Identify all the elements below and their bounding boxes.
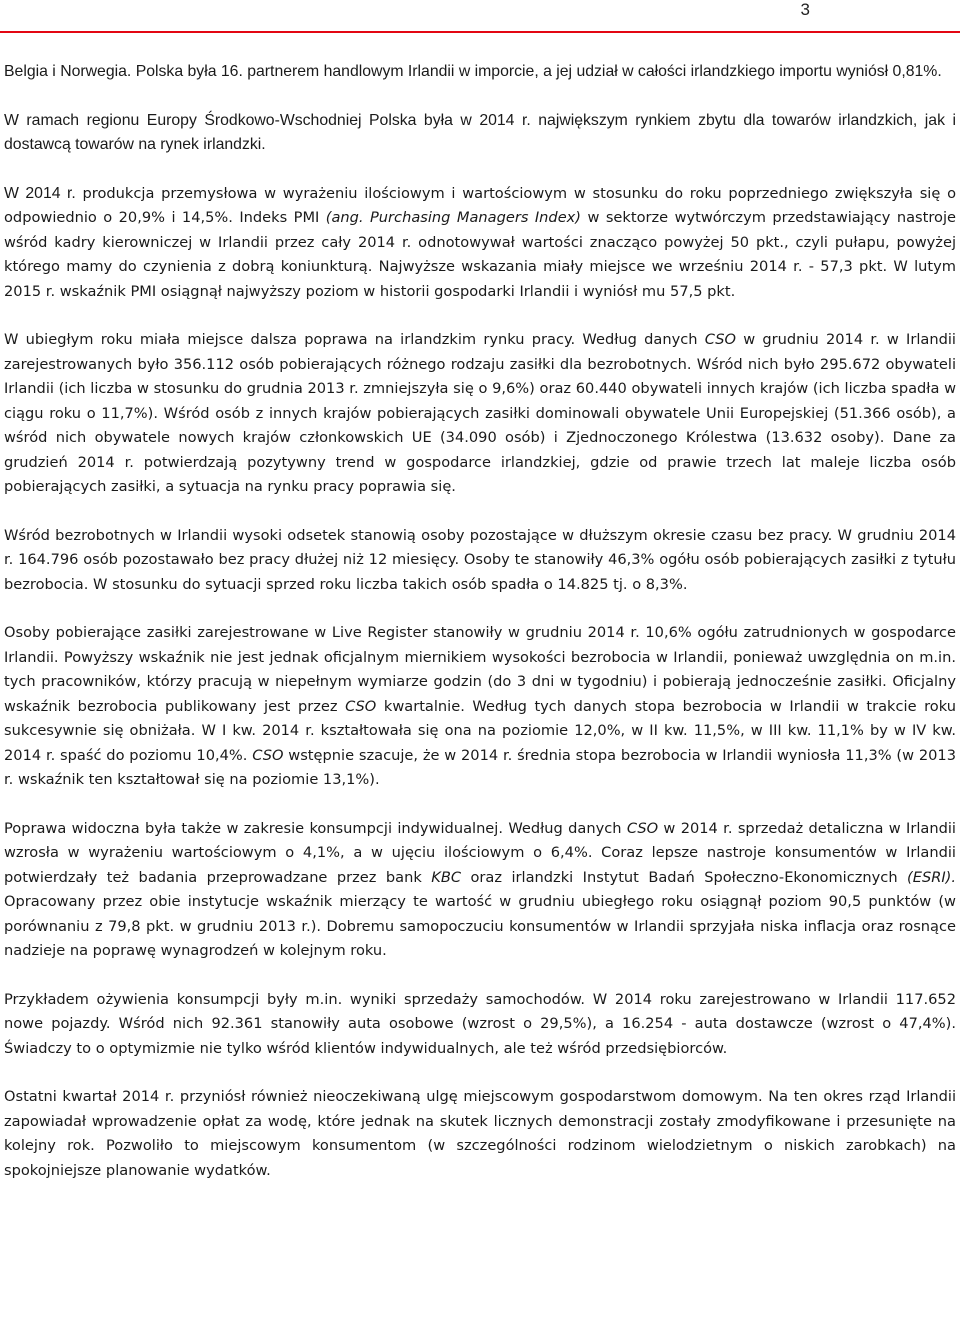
text-segment: W ramach regionu Europy Środkowo-Wschodniej Polska była w 2014 r. największym rynkiem zbytu dla towarów irlandzkich, jak i dostawcą towarów na rynek irlandzki. bbox=[4, 111, 956, 153]
text-segment: kwartalnie. Według tych danych stopa bezrobocia w Irlandii w trakcie roku sukcesywnie się obniżała. W I kw. 2014 r. kształtowała się ona na poziomie 12,0%, w II kw. 11,5%, w III kw. 11,1% by w IV kw. 2014 r. spaść do poziomu 10,4%. bbox=[4, 697, 956, 764]
paragraph-consumption bbox=[4, 817, 956, 964]
italic-text-segment: KBC bbox=[431, 868, 462, 886]
text-segment: Osoby pobierające zasiłki zarejestrowane w Live Register stanowiły w grudniu 2014 r. 10,6% ogółu zatrudnionych w gospodarce Irlandii. Powyższy wskaźnik nie jest jednak oficjalnym miernikiem wysokości bezrobocia w Irlandii, ponieważ uwzględnia on m.in. tych pracowników, którzy pracują w niepełnym wymiarze godzin (do 3 dni w tygodniu) i pobierają jednocześnie zasiłki. Oficjalny wskaźnik bezrobocia publikowany jest przez bbox=[4, 624, 956, 715]
text-segment: Wśród bezrobotnych w Irlandii wysoki odsetek stanowią osoby pozostające w dłuższym okresie czasu bez pracy. W grudniu 2014 r. 164.796 osób pozostawało bez pracy dłużej niż 12 miesięcy. Osoby te stanowiły 46,3% ogółu osób pobierających zasiłki z tytułu bezrobocia. W stosunku do sytuacji sprzed roku liczba takich osób spadła o 14.825 tj. o 8,3%. bbox=[4, 526, 956, 593]
paragraph-long-term-unemployed bbox=[4, 524, 956, 598]
text-segment: W ubiegłym roku miała miejsce dalsza poprawa na irlandzkim rynku pracy. Według danych bbox=[4, 331, 705, 348]
text-segment: Poprawa widoczna była także w zakresie konsumpcji indywidualnej. Według danych bbox=[4, 819, 627, 837]
text-segment: Przykładem ożywienia konsumpcji były m.in. wyniki sprzedaży samochodów. W 2014 roku zarejestrowano w Irlandii 117.652 nowe pojazdy. Wśród nich 92.361 stanowiły auta osobowe (wzrost o 29,5%), a 16.254 - auta dostawcze (wzrost o 47,4%). Świadczy to o optymizmie nie tylko wśród klientów indywidualnych, ale też wśród przedsiębiorców. bbox=[4, 990, 956, 1057]
italic-text-segment: (ESRI). bbox=[907, 868, 956, 886]
document-body bbox=[4, 60, 956, 1207]
paragraph-unemployment-rate bbox=[4, 621, 956, 793]
paragraph-water-charges bbox=[4, 1085, 956, 1183]
header-rule bbox=[0, 31, 960, 33]
text-segment: W 2014 r. bbox=[4, 184, 76, 202]
paragraph-trade-partners bbox=[4, 60, 956, 85]
italic-text-segment: (ang. Purchasing Managers Index) bbox=[325, 209, 582, 226]
italic-text-segment: CSO bbox=[704, 331, 736, 348]
italic-text-segment: CSO bbox=[252, 746, 284, 764]
italic-text-segment: CSO bbox=[345, 697, 377, 715]
text-segment: wstępnie szacuje, że w 2014 r. średnia stopa bezrobocia w Irlandii wyniosła 11,3% (w 2013 r. wskaźnik ten kształtował się na poziomie 13,1%). bbox=[4, 746, 956, 788]
text-segment: w 2014 r. sprzedaż detaliczna w Irlandii wzrosła w wyrażeniu wartościowym o 4,1%, a w ujęciu ilościowym o 6,4%. Coraz lepsze nastroje konsumentów w Irlandii potwierdzały też badania przeprowadzane przez bank bbox=[4, 819, 956, 886]
page-number: 3 bbox=[800, 0, 810, 19]
paragraph-cee-region bbox=[4, 109, 956, 158]
text-segment: oraz irlandzki Instytut Badań Społeczno-Ekonomicznych bbox=[461, 868, 908, 886]
paragraph-labour-market bbox=[4, 328, 956, 500]
text-segment: w sektorze wytwórczym przedstawiający nastroje wśród kadry kierowniczej w Irlandii przez cały 2014 r. odnotowywał wartości znacząco powyżej 50 pkt., czyli pułapu, powyżej którego mamy do czynienia z dobrą koniunkturą. Najwyższe wskazania miały miejsce we wrześniu 2014 r. - 57,3 pkt. W lutym 2015 r. wskaźnik PMI osiągnął najwyższy poziom w historii gospodarki Irlandii i wyniósł mu 57,5 pkt. bbox=[4, 209, 957, 300]
paragraph-industrial-production bbox=[4, 182, 956, 305]
paragraph-car-sales bbox=[4, 988, 956, 1062]
italic-text-segment: CSO bbox=[626, 819, 659, 837]
text-segment: Belgia i Norwegia. Polska była 16. partnerem handlowym Irlandii w imporcie, a jej udział w całości irlandzkiego importu wyniósł 0,81%. bbox=[4, 63, 942, 80]
text-segment: Ostatni kwartał 2014 r. przyniósł również nieoczekiwaną ulgę miejscowym gospodarstwom domowym. Na ten okres rząd Irlandii zapowiadał wprowadzenie opłat za wodę, które jednak na skutek licznych demonstracji zostały zmodyfikowane i przesunięte na kolejny rok. Pozwoliło to miejscowym konsumentom (w szczególności rodzinom wielodzietnym o niskich zarobkach) na spokojniejsze planowanie wydatków. bbox=[4, 1088, 956, 1179]
text-segment: w grudniu 2014 r. w Irlandii zarejestrowanych było 356.112 osób pobierających różnego rodzaju zasiłki dla bezrobotnych. Wśród nich było 295.672 obywateli Irlandii (ich liczba w stosunku do grudnia 2013 r. zmniejszyła się o 9,6%) oraz 60.440 obywateli innych krajów (ich liczba spadła w ciągu roku o 11,7%). Wśród osób z innych krajów pobierających zasiłki dominowali obywatele Unii Europejskiej (51.366 osób), a wśród nich obywatele nowych krajów członkowskich UE (34.090 osób) i Zjednoczonego Królestwa (13.632 osoby). Dane za grudzień 2014 r. potwierdzają pozytywny trend w gospodarce irlandzkiej, gdzie od prawie trzech lat maleje liczba osób pobierających zasiłki, a sytuacja na rynku pracy poprawia się. bbox=[4, 331, 956, 495]
text-segment: produkcja przemysłowa w wyrażeniu ilościowym i wartościowym w stosunku do roku poprzedniego zwiększyła się o odpowiednio o 20,9% i 14,5%. Indeks PMI bbox=[4, 184, 957, 226]
text-segment: Opracowany przez obie instytucje wskaźnik mierzący te wartość w grudniu ubiegłego roku osiągnął poziom 90,5 punktów (w porównaniu z 79,8 pkt. w grudniu 2013 r.). Dobremu samopoczuciu konsumentów w Irlandii sprzyjała niska inflacja oraz rosnące nadzieje na poprawę wynagrodzeń w kolejnym roku. bbox=[4, 893, 956, 959]
